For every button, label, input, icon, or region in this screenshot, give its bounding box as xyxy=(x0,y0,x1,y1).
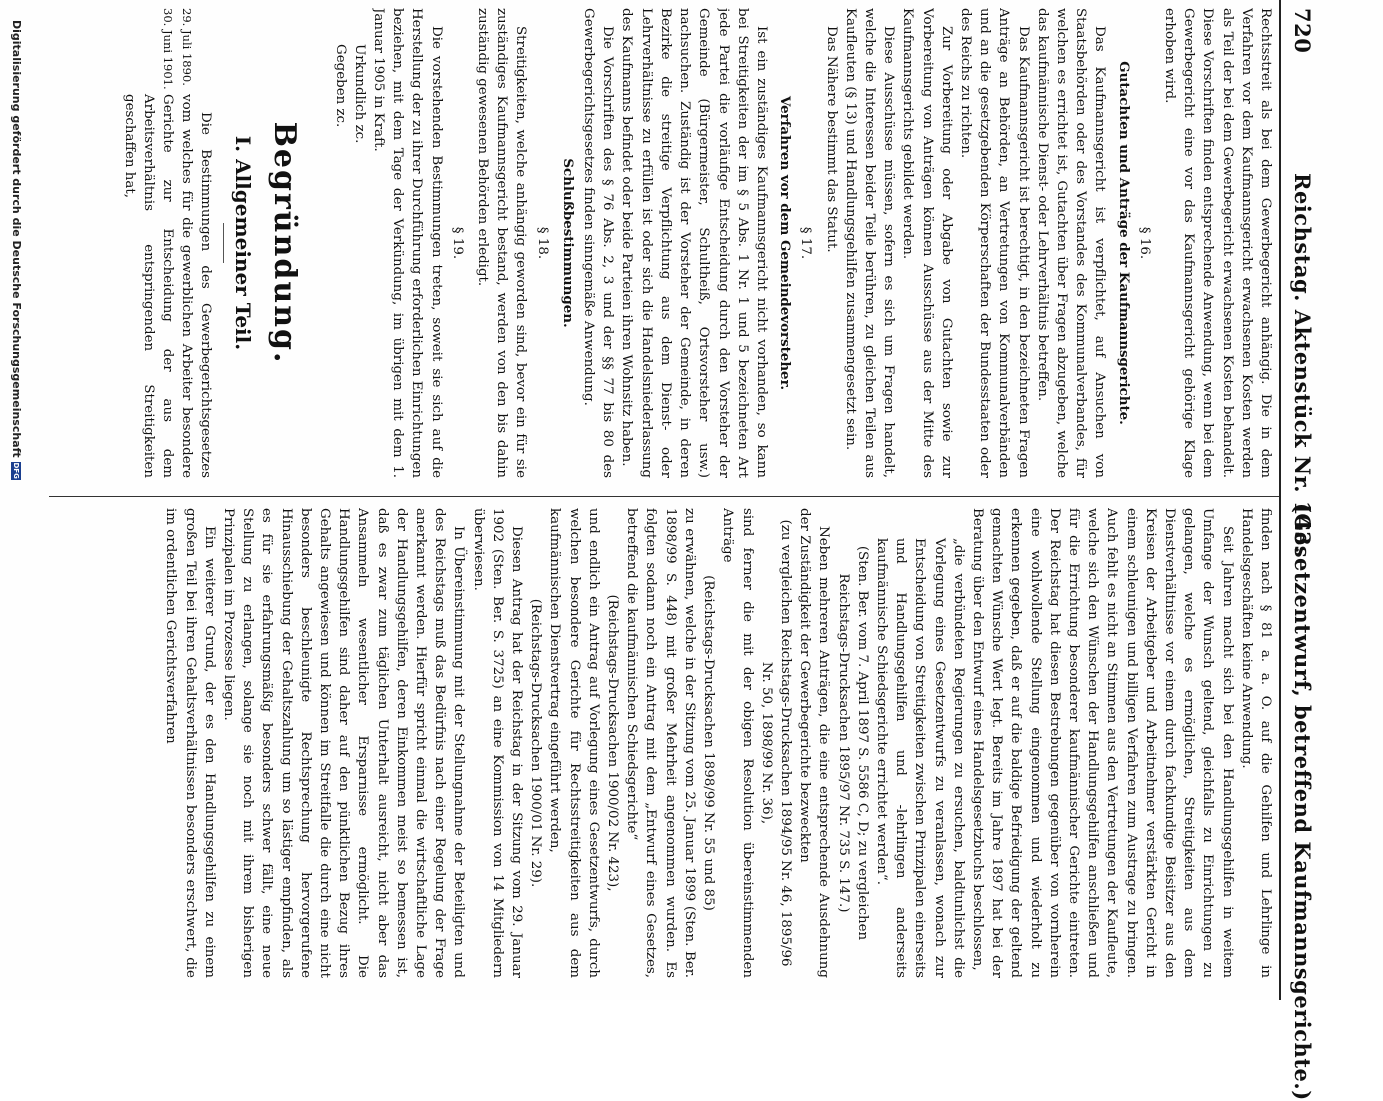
header-rule xyxy=(1279,0,1281,1000)
paragraph: finden nach § 81 a. a. O. auf die Gehilfen und Lehrlinge in Handelsgeschäften keine Anwendung. xyxy=(1238,508,1273,978)
left-column xyxy=(50,8,1275,478)
begruendung-block xyxy=(119,8,215,478)
section-number: § 16. xyxy=(1136,226,1152,260)
quotation: „die verbündeten Regierungen zu ersuchen, baldtunlichst die Vorlegung eines Gesetzentwurfs zu veranlassen, wonach zur Entscheidung von Streitigkeiten zwischen Prinzipalen einerseits und Handlungsgehilfen und -lehrlingen anderseits kaufmännische Schiedsgerichte errichtet werden“. xyxy=(873,538,966,978)
paragraph: In Übereinstimmung mit der Stellungnahme der Beteiligten und des Reichstags muß das Bedürfnis nach einer Regelung der Frage anerkannt werden. Hierfür spricht einmal die wirtschaftliche Lage der Handlungsgehilfen, deren Einkommen meist so bemessen ist, daß es zwar zum täglichen Unterhalt ausreicht, nicht aber das Ansammeln wesentlicher Ersparnisse ermöglicht. Die Handlungsgehilfen sind daher auf den pünktlichen Bezug ihres Gehalts angewiesen und können im Streitfalle die durch eine nicht besonders beschleunigte Rechtsprechung hervorgerufene Hinausschiebung der Gehaltszahlung um so lästiger empfinden, als es für sie erfahrungsmäßig besonders schwer fällt, eine neue Stellung zu erlangen, solange sie noch mit ihrem bisherigen Prinzipalen im Prozesse liegen. xyxy=(221,508,467,978)
paragraph: Ist ein zuständiges Kaufmannsgericht nicht vorhanden, so kann bei Streitigkeiten der im § 5 Abs. 1 Nr. 1 und 5 bezeichneten Art jede Partei die vorläufige Entscheidung durch den Vorsteher der Gemeinde (Bürgermeister, Schultheiß, Ortsvorsteher usw.) nachsuchen. Zuständig ist der Vorsteher der Gemeinde, in deren Bezirke die streitige Verpflichtung aus dem Dienst- oder Lehrverhältnisse zu erfüllen ist oder sich die Handelsniederlassung des Kaufmanns befindet oder beide Parteien ihren Wohnsitz haben. xyxy=(619,8,769,478)
paragraph: Zur Vorbereitung oder Abgabe von Gutachten sowie zur Vorbereitung von Anträgen können Ausschüsse aus der Mitte des Kaufmannsgerichts gebildet werden. xyxy=(900,8,954,478)
paragraph: sind ferner die mit der obigen Resolution übereinstimmenden Anträge xyxy=(720,508,755,978)
section-number: § 18. xyxy=(534,226,550,260)
column-divider xyxy=(49,496,1279,497)
section-heading: Schlußbestimmungen. xyxy=(559,158,576,328)
citation: (Reichstags-Drucksachen 1900/02 Nr. 423), xyxy=(605,594,621,892)
closing-formula: Urkundlich zc. xyxy=(351,44,367,144)
header-subject: (Gesetzentwurf, betreffend Kaufmannsgerichte.) xyxy=(1290,503,1315,1101)
citation: (Reichstags-Drucksachen 1898/99 Nr. 55 und 85) xyxy=(701,575,717,911)
paragraph: Die Bestimmungen des Gewerbegerichtsgesetzes vom welches für die gewerblichen Arbeiter besondere Gerichte zur Entscheidung der aus dem Arbeitsverhältnis entspringenden Streitigkeiten geschaffen hat, xyxy=(121,94,214,478)
paragraph: Diesen Antrag hat der Reichstag in der Sitzung vom 29. Januar 1902 (Sten. Ber. S. 3725) an eine Kommission von 14 Mitgliedern überwiesen. xyxy=(470,508,525,978)
paragraph: Neben mehreren Anträgen, die eine entsprechende Ausdehnung der Zuständigkeit der Gewerbegerichte bezweckten xyxy=(797,508,832,978)
paragraph: Die Vorschriften des § 76 Abs. 2, 3 und der §§ 77 bis 80 des Gewerbegerichtsgesetzes finden sinngemäße Anwendung. xyxy=(581,8,616,478)
paragraph: zu erwähnen, welche in der Sitzung vom 25. Januar 1899 (Sten. Ber. 1898/99 S. 448) mit großer Mehrheit angenommen wurden. Es folgten sodann noch ein Antrag mit dem „Entwurf eines Gesetzes, betreffend die kaufmännischen Schiedsgerichte“ xyxy=(624,508,697,978)
section-heading: Verfahren vor dem Gemeindevorsteher. xyxy=(777,95,794,391)
digitization-notice xyxy=(3,20,23,1000)
citation: (zu vergleichen Reichstags-Drucksachen 1894/95 Nr. 46, 1895/96 Nr. 50, 1898/99 Nr. 36), xyxy=(758,519,793,967)
section-heading: Gutachten und Anträge der Kaufmannsgerichte. xyxy=(1115,61,1132,425)
paragraph: Seit Jahren macht sich bei den Handlungsgehilfen in weitem Umfange der Wunsch geltend, gleichfalls zu Einrichtungen zu gelangen, welche es ermöglichen, Streitigkeiten aus dem Dienstverhältnisse vor einem durch fachkundige Beisitzer aus den Kreisen der Arbeitgeber und Arbeitnehmer verstärkten Gericht in einem schleunigen und billigen Verfahren zum Austrage zu bringen. Auch fehlt es nicht an Stimmen aus den Vertretungen der Kaufleute, welche sich den Wünschen der Handlungsgehilfen anschließen und für die Errichtung besonderer kaufmännischer Gerichte eintreten. Der Reichstag hat diesen Bestrebungen gegenüber von vornherein eine wohlwollende Stellung eingenommen und wiederholt zu erkennen gegeben, daß er auf die baldige Befriedigung der geltend gemachten Wünsche Wert legt. Bereits im Jahre 1897 hat bei der Beratung über den Entwurf eines Handelsgesetzbuchs beschlossen, xyxy=(969,508,1235,978)
margin-date: 29. Juli 1890. xyxy=(180,8,195,86)
header-title: Reichstag. Aktenstück Nr. 143. xyxy=(1290,173,1315,554)
margin-date: 30. Juni 1901. xyxy=(161,8,176,90)
paragraph: und endlich ein Antrag auf Vorlegung eines Gesetzentwurfs, durch welchen besondere Gerichte für Rechtsstreitigkeiten aus dem kaufmännischen Dienstvertrag eingeführt werden, xyxy=(547,508,601,978)
right-column xyxy=(50,508,1275,978)
citation: (Sten. Ber. vom 7. April 1897 S. 5586 C, D; zu vergleichen Reichstags-Drucksachen 1895/97 Nr. 735 S. 147.) xyxy=(835,545,870,941)
paragraph: Rechtsstreit als bei dem Gewerbegericht anhängig. Die in dem Verfahren vor dem Kaufmannsgericht erwachsenen Kosten werden als Teil der bei dem Gewerbegericht erwachsenen Kosten behandelt. Diese Vorschriften finden entsprechende Anwendung, wenn bei dem Gewerbegericht eine vor das Kaufmannsgericht gehörige Klage erhoben wird. xyxy=(1161,8,1273,478)
citation: (Reichstags-Drucksachen 1900/01 Nr. 29). xyxy=(528,598,544,888)
section-number: § 19. xyxy=(449,226,465,260)
dfg-logo-icon: DFG xyxy=(12,462,20,479)
paragraph: Das Kaufmannsgericht ist verpflichtet, auf Ansuchen von Staatsbehörden oder des Vorstandes des Kommunalverbandes, für welchen es errichtet ist, Gutachten über Fragen abzugeben, welche das kaufmännische Dienst- oder Lehrverhältnis betreffen. xyxy=(1034,8,1108,478)
funding-credit: Digitalisierung gefördert durch die Deutsche Forschungsgemeinschaft xyxy=(10,20,23,458)
paragraph: Streitigkeiten, welche anhängig geworden sind, bevor ein für sie zuständiges Kaufmannsgericht bestand, werden von den bis dahin zuständig gewesenen Behörden erledigt. xyxy=(475,8,529,478)
paragraph: Die vorstehenden Bestimmungen treten, soweit sie sich auf die Herstellung der zu ihrer Durchführung erforderlichen Einrichtungen beziehen, mit dem Tage der Verkündung, im übrigen mit dem 1. Januar 1905 in Kraft. xyxy=(371,8,444,478)
paragraph: Das Nähere bestimmt das Statut. xyxy=(823,26,839,253)
document-title: Begründung. xyxy=(267,121,303,365)
section-number: § 17. xyxy=(798,226,814,260)
divider xyxy=(223,223,224,263)
page-header xyxy=(1283,8,1323,1101)
closing-formula: Gegeben zc. xyxy=(332,44,348,128)
paragraph: Diese Ausschüsse müssen, sofern es sich um Fragen handelt, welche die Interessen beider Teile berühren, zu gleichen Teilen aus Kaufleuten (§ 13) und Handlungsgehilfen zusammengesetzt sein. xyxy=(842,8,897,478)
paragraph: Ein weiterer Grund, der es den Handlungsgehilfen zu einem großen Teil bei ihren Gehaltsverhältnissen besonders erschwert, die im ordentlichen Gerichtsverfahren xyxy=(163,508,217,978)
page-number: 720 xyxy=(1290,8,1315,54)
part-heading: I. Allgemeiner Teil. xyxy=(231,135,256,351)
margin-dates xyxy=(158,8,196,90)
paragraph: Das Kaufmannsgericht ist berechtigt, in den bezeichneten Fragen Anträge an Behörden, an Vertretungen von Kommunalverbänden und an die gesetzgebenden Körperschaften der Bundesstaaten oder des Reichs zu richten. xyxy=(957,8,1031,478)
